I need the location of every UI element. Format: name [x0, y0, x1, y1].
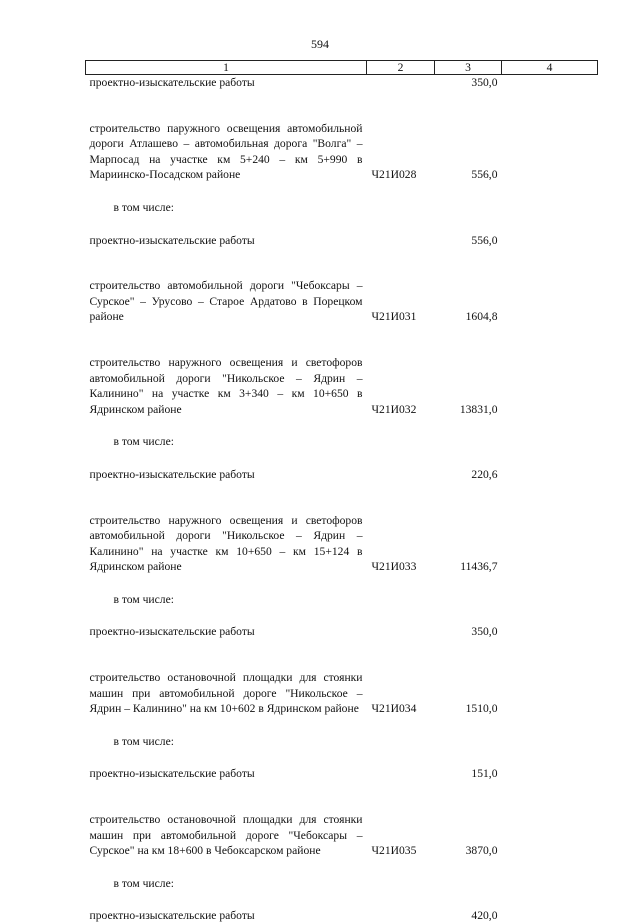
row-code — [367, 607, 435, 640]
row-amount: 420,0 — [435, 891, 502, 924]
row-amount: 556,0 — [435, 216, 502, 249]
row-column-4 — [502, 183, 598, 216]
row-description: в том числе: — [86, 183, 367, 216]
row-column-4 — [502, 483, 598, 575]
row-amount: 350,0 — [435, 607, 502, 640]
row-description: строительство наружного освещения и светофоров автомобильной дороги "Никольское – Ядрин – Калинино" на участке км 10+650 – км 15+124 в Ядринском районе — [86, 483, 367, 575]
row-code — [367, 183, 435, 216]
table-row — [86, 782, 598, 859]
row-description: проектно-изыскательские работы — [86, 75, 367, 91]
row-amount: 1604,8 — [435, 248, 502, 325]
table-row — [86, 183, 598, 216]
row-amount: 220,6 — [435, 450, 502, 483]
row-code — [367, 417, 435, 450]
row-description: в том числе: — [86, 575, 367, 608]
row-column-4 — [502, 640, 598, 717]
row-description: проектно-изыскательские работы — [86, 891, 367, 924]
column-header-1: 1 — [86, 61, 367, 75]
table-row — [86, 891, 598, 924]
row-amount: 556,0 — [435, 91, 502, 183]
table-row — [86, 640, 598, 717]
row-code — [367, 75, 435, 91]
row-code: Ч21И034 — [367, 640, 435, 717]
row-column-4 — [502, 717, 598, 750]
row-amount — [435, 575, 502, 608]
row-amount: 11436,7 — [435, 483, 502, 575]
row-description: строительство автомобильной дороги "Чебоксары – Сурское" – Урусово – Старое Ардатово в Порецком районе — [86, 248, 367, 325]
row-column-4 — [502, 859, 598, 892]
column-header-4: 4 — [502, 61, 598, 75]
row-code: Ч21И033 — [367, 483, 435, 575]
row-description: проектно-изыскательские работы — [86, 749, 367, 782]
row-column-4 — [502, 91, 598, 183]
row-code — [367, 216, 435, 249]
row-amount — [435, 717, 502, 750]
table-row — [86, 75, 598, 91]
row-code — [367, 717, 435, 750]
row-description: в том числе: — [86, 717, 367, 750]
row-column-4 — [502, 75, 598, 91]
table-row — [86, 248, 598, 325]
row-code: Ч21И035 — [367, 782, 435, 859]
table-row — [86, 749, 598, 782]
budget-table — [85, 60, 598, 924]
table-row — [86, 575, 598, 608]
row-code: Ч21И031 — [367, 248, 435, 325]
row-description: в том числе: — [86, 417, 367, 450]
row-description: строительство остановочной площадки для стоянки машин при автомобильной дороге "Никольское – Ядрин – Калинино" на км 10+602 в Ядринском районе — [86, 640, 367, 717]
row-column-4 — [502, 216, 598, 249]
row-column-4 — [502, 749, 598, 782]
table-row — [86, 717, 598, 750]
row-code — [367, 575, 435, 608]
row-description: проектно-изыскательские работы — [86, 607, 367, 640]
row-description: строительство паружного освещения автомобильной дороги Атлашево – автомобильная дорога "Волга" – Марпосад на участке км 5+240 – км 5+990 в Мариинско-Посадском районе — [86, 91, 367, 183]
row-column-4 — [502, 891, 598, 924]
column-header-2: 2 — [367, 61, 435, 75]
table-row — [86, 483, 598, 575]
row-description: строительство остановочной площадки для стоянки машин при автомобильной дороге "Чебоксары – Сурское" на км 18+600 в Чебоксарском районе — [86, 782, 367, 859]
row-amount — [435, 417, 502, 450]
row-description: строительство наружного освещения и светофоров автомобильной дороги "Никольское – Ядрин – Калинино" на участке км 3+340 – км 10+650 в Ядринском районе — [86, 325, 367, 417]
row-amount: 350,0 — [435, 75, 502, 91]
row-amount: 3870,0 — [435, 782, 502, 859]
row-description: проектно-изыскательские работы — [86, 216, 367, 249]
table-row — [86, 91, 598, 183]
row-code: Ч21И028 — [367, 91, 435, 183]
column-header-3: 3 — [435, 61, 502, 75]
table-header — [86, 61, 598, 75]
row-column-4 — [502, 248, 598, 325]
row-code: Ч21И032 — [367, 325, 435, 417]
row-amount: 13831,0 — [435, 325, 502, 417]
table-row — [86, 216, 598, 249]
row-code — [367, 749, 435, 782]
row-amount — [435, 183, 502, 216]
row-code — [367, 450, 435, 483]
row-column-4 — [502, 417, 598, 450]
row-description: в том числе: — [86, 859, 367, 892]
table-row — [86, 325, 598, 417]
table-row — [86, 450, 598, 483]
page-number: 594 — [0, 37, 640, 52]
row-column-4 — [502, 607, 598, 640]
table-row — [86, 417, 598, 450]
row-column-4 — [502, 450, 598, 483]
row-column-4 — [502, 325, 598, 417]
row-description: проектно-изыскательские работы — [86, 450, 367, 483]
row-amount: 1510,0 — [435, 640, 502, 717]
table-row — [86, 859, 598, 892]
row-column-4 — [502, 782, 598, 859]
table-row — [86, 607, 598, 640]
row-code — [367, 859, 435, 892]
table-body — [86, 75, 598, 924]
row-column-4 — [502, 575, 598, 608]
row-code — [367, 891, 435, 924]
row-amount — [435, 859, 502, 892]
row-amount: 151,0 — [435, 749, 502, 782]
